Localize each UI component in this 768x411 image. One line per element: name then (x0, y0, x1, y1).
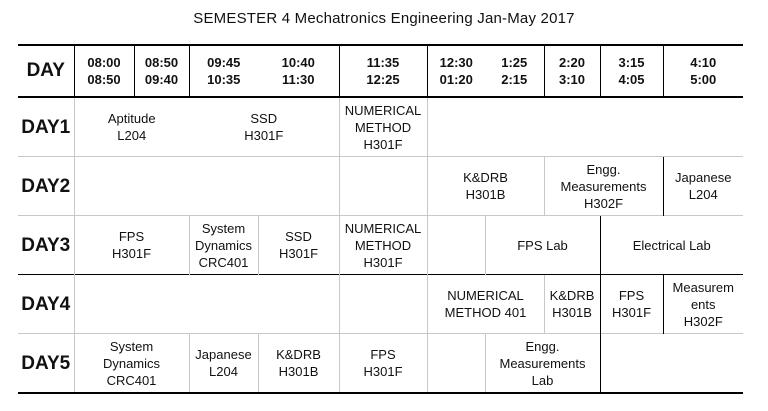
day2-row (18, 157, 743, 216)
slot-header-3: 09:45 10:35 (189, 45, 258, 97)
slot-header-1: 08:00 08:50 (74, 45, 134, 97)
slot-header-7: 1:25 2:15 (485, 45, 544, 97)
day5-fps-cell: FPS H301F (339, 334, 427, 394)
day3-empty-1230 (427, 216, 485, 275)
day3-label: DAY3 (18, 216, 74, 275)
timetable-title: SEMESTER 4 Mechatronics Engineering Jan-May 2017 (193, 10, 575, 27)
slot-header-9: 3:15 4:05 (600, 45, 663, 97)
day5-kdrb-cell: K&DRB H301B (258, 334, 339, 394)
day5-empty-1230 (427, 334, 485, 394)
day5-empty-afternoon (600, 334, 743, 394)
day4-kdrb-cell: K&DRB H301B (544, 275, 600, 334)
day4-label: DAY4 (18, 275, 74, 334)
day3-numerical-cell: NUMERICAL METHOD H301F (339, 216, 427, 275)
timetable (18, 44, 743, 394)
day1-row (18, 97, 743, 157)
slot-header-10: 4:10 5:00 (663, 45, 743, 97)
day1-ssd-cell: SSD H301F (244, 111, 284, 143)
slot-header-2: 08:50 09:40 (134, 45, 189, 97)
day3-sysdyn-cell: System Dynamics CRC401 (189, 216, 258, 275)
day1-label: DAY1 (21, 116, 71, 138)
day5-sysdyn-cell: System Dynamics CRC401 (74, 334, 189, 394)
day5-japanese-cell: Japanese L204 (189, 334, 258, 394)
day3-row (18, 216, 743, 275)
day4-numerical-cell: NUMERICAL METHOD 401 (427, 275, 544, 334)
day2-japanese-cell: Japanese L204 (663, 157, 743, 216)
day4-fps-cell: FPS H301F (600, 275, 663, 334)
day4-empty-1135 (339, 275, 427, 334)
day2-empty-morning (74, 157, 339, 216)
slot-header-5: 11:35 12:25 (339, 45, 427, 97)
day4-row (18, 275, 743, 334)
day-header: DAY (18, 45, 74, 97)
day2-engg-cell: Engg. Measurements H302F (544, 157, 663, 216)
day5-row (18, 334, 743, 394)
day4-empty-morning (74, 275, 339, 334)
day1-aptitude-cell: Aptitude L204 (74, 97, 189, 157)
day3-electrical-lab-cell: Electrical Lab (600, 216, 743, 275)
day5-engg-lab-cell: Engg. Measurements Lab (485, 334, 600, 394)
slot-header-6: 12:30 01:20 (427, 45, 485, 97)
slot-header-8: 2:20 3:10 (544, 45, 600, 97)
day5-label: DAY5 (18, 334, 74, 394)
header-row (18, 45, 743, 97)
day1-empty-cell (427, 97, 743, 157)
day3-fps-cell: FPS H301F (74, 216, 189, 275)
day4-measurements-cell: Measurem ents H302F (663, 275, 743, 334)
day3-ssd-cell: SSD H301F (258, 216, 339, 275)
day3-fps-lab-cell: FPS Lab (485, 216, 600, 275)
day2-empty-1135 (339, 157, 427, 216)
day2-kdrb-cell: K&DRB H301B (427, 157, 544, 216)
day2-label: DAY2 (18, 157, 74, 216)
slot-header-4: 10:40 11:30 (258, 45, 339, 97)
day1-numerical-cell: NUMERICAL METHOD H301F (339, 97, 427, 157)
